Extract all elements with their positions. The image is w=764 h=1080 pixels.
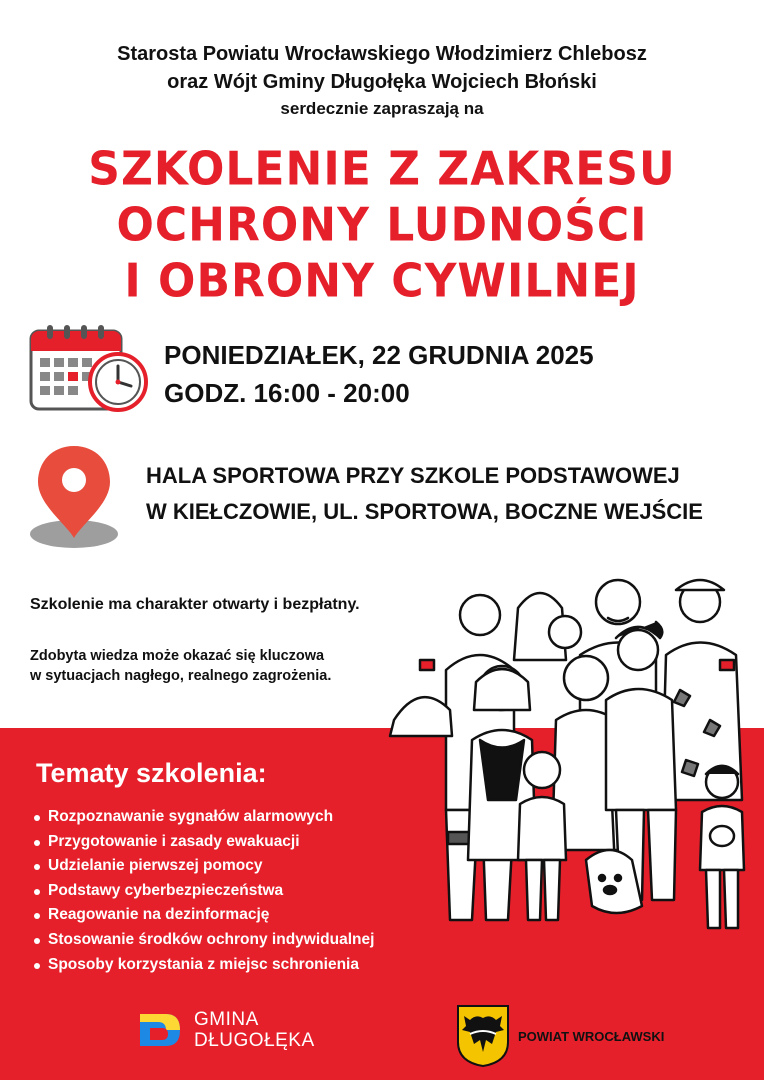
info-knowledge-line-2: w sytuacjach nagłego, realnego zagrożenia. [30,668,332,684]
list-item: Stosowanie środków ochrony indywidualnej [32,928,374,953]
title-line-2: OCHRONY LUDNOŚCI [116,198,648,253]
gmina-dlugoleka-logo [136,1008,315,1052]
list-item: Przygotowanie i zasady ewakuacji [32,830,374,855]
header-line-1: Starosta Powiatu Wrocławskiego Włodzimierz Chlebosz [117,43,647,65]
event-time: GODZ. 16:00 - 20:00 [164,378,410,408]
list-item: Reagowanie na dezinformację [32,903,374,928]
title-line-3: I OBRONY CYWILNEJ [124,254,640,309]
title-line-1: SZKOLENIE Z ZAKRESU [88,142,676,197]
people-group-illustration [380,560,760,940]
gmina-logo-mark-icon [136,1008,184,1052]
topics-heading: Tematy szkolenia: [36,758,267,788]
map-pin-icon [28,442,120,552]
event-date: PONIEDZIAŁEK, 22 GRUDNIA 2025 [164,340,594,370]
info-knowledge-line-1: Zdobyta wiedza może okazać się kluczowa [30,648,325,664]
gmina-logo-text [194,1009,315,1051]
powiat-wroclawski-logo [456,1004,664,1068]
location-block [146,458,703,530]
list-item: Udzielanie pierwszej pomocy [32,854,374,879]
list-item: Sposoby korzystania z miejsc schronienia [32,953,374,978]
info-open-free: Szkolenie ma charakter otwarty i bezpłatny. [30,596,360,613]
date-time-block [164,336,594,412]
list-item: Rozpoznawanie sygnałów alarmowych [32,805,374,830]
gmina-logo-line-2: DŁUGOŁĘKA [194,1030,315,1051]
place-line-2: W KIEŁCZOWIE, UL. SPORTOWA, BOCZNE WEJŚCIE [146,499,703,524]
gmina-logo-line-1: GMINA [194,1009,259,1030]
powiat-logo-text: POWIAT WROCŁAWSKI [518,1028,665,1044]
topics-list [32,805,374,977]
info-knowledge [30,646,331,686]
eagle-coat-of-arms-icon [456,1004,510,1068]
header-line-2: oraz Wójt Gminy Długołęka Wojciech Błoński [167,71,597,93]
header-line-3: serdecznie zapraszają na [280,99,484,118]
place-line-1: HALA SPORTOWA PRZY SZKOLE PODSTAWOWEJ [146,463,680,488]
calendar-clock-icon [28,322,150,414]
list-item: Podstawy cyberbezpieczeństwa [32,879,374,904]
invitation-header [0,40,764,122]
event-title [0,142,764,310]
